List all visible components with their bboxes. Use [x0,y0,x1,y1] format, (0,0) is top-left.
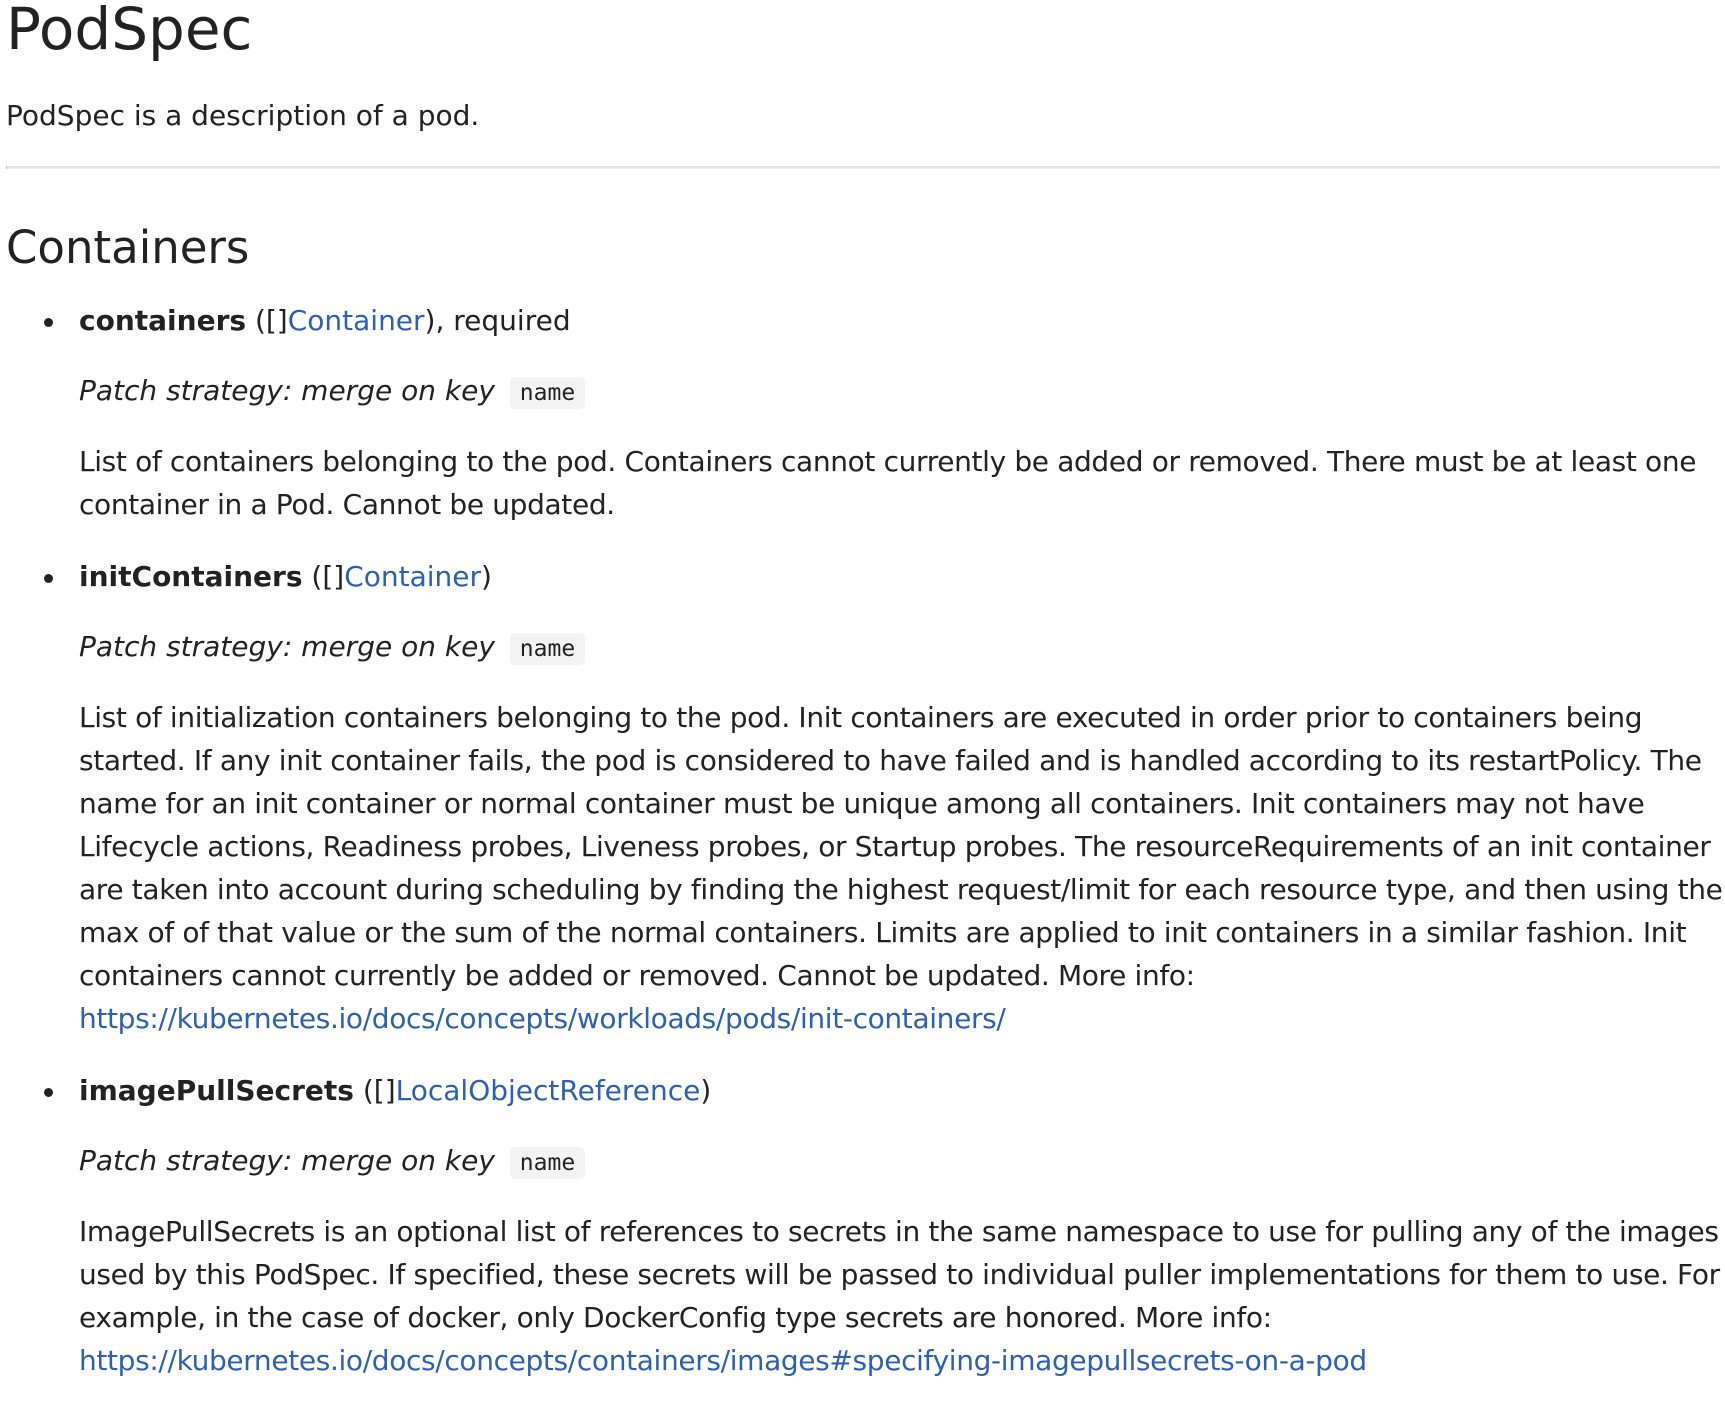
page-description: PodSpec is a description of a pod. [6,99,480,132]
field-name: containers [79,304,247,337]
field-heading [79,1070,1725,1112]
patch-strategy-label: Patch strategy: merge on key [79,374,495,407]
field-name: initContainers [79,560,303,593]
field-type-close: ) [700,1074,712,1107]
patch-strategy-label: Patch strategy: merge on key [79,1144,495,1177]
field-type-close: ), required [424,304,571,337]
field-description-text: List of initialization containers belonging to the pod. Init containers are executed in order prior to containers being started. If any init container fails, the pod is considered to have failed and is handled according to its restartPolicy. The name for an init container or normal container must be unique among all containers. Init containers may not have Lifecycle actions, Readiness probes, Liveness probes, or Startup probes. The resourceRequirements of an init container are taken into account during scheduling by finding the highest request/limit for each resource type, and then using the max of of that value or the sum of the normal containers. Limits are applied to init containers in a similar fashion. Init containers cannot currently be added or removed. Cannot be updated. More info: [79,701,1723,992]
field-type-link[interactable]: Container [344,560,482,593]
patch-strategy-key: name [510,377,585,409]
field-type-open: ([] [302,560,345,593]
field-description [79,1210,1725,1382]
field-item-containers [0,300,1725,526]
divider [6,166,1720,169]
patch-strategy-label: Patch strategy: merge on key [79,630,495,663]
field-heading [79,300,1725,342]
field-heading [79,556,1725,598]
bullet-icon [44,318,53,327]
field-list [0,300,1725,1412]
patch-strategy [79,370,1725,414]
patch-strategy-key: name [510,1147,585,1179]
patch-strategy [79,626,1725,670]
field-type-close: ) [481,560,492,593]
page-title: PodSpec [6,0,253,63]
bullet-icon [44,1088,53,1097]
section-title: Containers [6,221,250,274]
field-item-imagepullsecrets [0,1070,1725,1382]
field-item-initcontainers [0,556,1725,1040]
bullet-icon [44,574,53,583]
patch-strategy [79,1140,1725,1184]
field-description-text: List of containers belonging to the pod. Containers cannot currently be added or removed. There must be at least one container in a Pod. Cannot be updated. [79,445,1697,521]
field-description-text: ImagePullSecrets is an optional list of references to secrets in the same namespace to use for pulling any of the images used by this PodSpec. If specified, these secrets will be passed to individual puller implementations for them to use. For example, in the case of docker, only DockerConfig type secrets are honored. More info: [79,1215,1720,1334]
more-info-link[interactable]: https://kubernetes.io/docs/concepts/workloads/pods/init-containers/ [79,1002,1006,1035]
more-info-link[interactable]: https://kubernetes.io/docs/concepts/containers/images#specifying-imagepullsecrets-on-a-pod [79,1344,1367,1377]
field-type-open: ([] [246,304,288,337]
field-type-open: ([] [353,1074,396,1107]
field-type-link[interactable]: Container [287,304,425,337]
field-description [79,440,1725,526]
field-description [79,696,1725,1040]
field-type-link[interactable]: LocalObjectReference [395,1074,701,1107]
patch-strategy-key: name [510,633,585,665]
field-name: imagePullSecrets [79,1074,354,1107]
